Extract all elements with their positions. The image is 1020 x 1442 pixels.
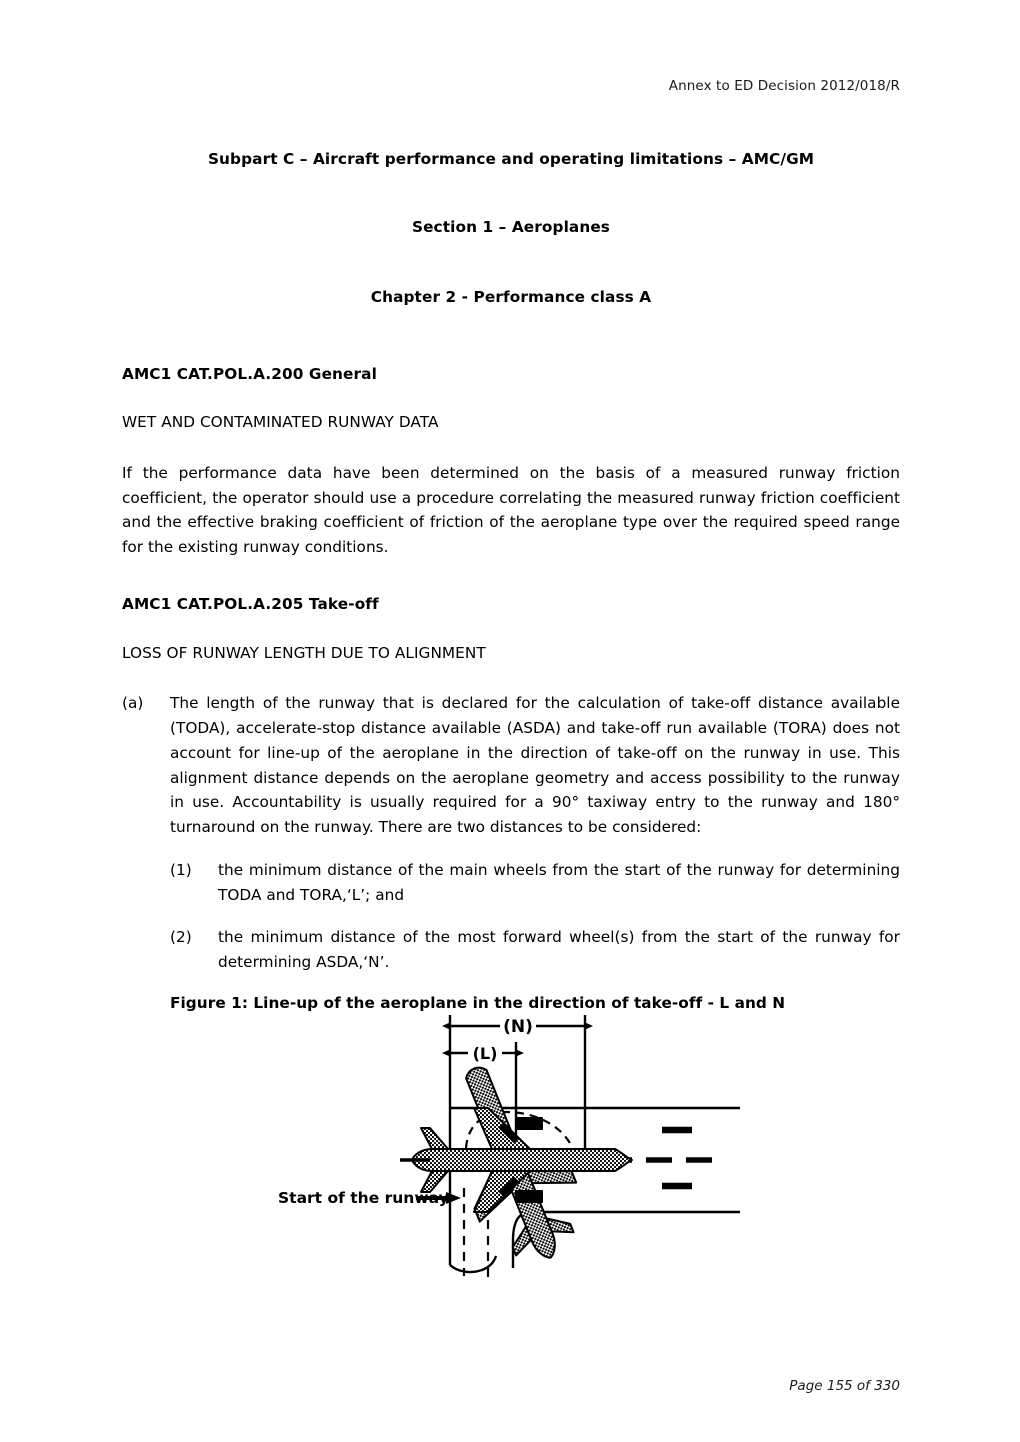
list-text-1: the minimum distance of the main wheels from the start of the runway for determining TODA and TORA,‘L’; and — [218, 860, 900, 904]
list-item-1 — [170, 858, 900, 908]
list-item-2 — [170, 925, 900, 975]
list-text-a: The length of the runway that is declared for the calculation of take-off distance available (TODA), accelerate-stop distance available (ASDA) and take-off run available (TORA) does not account for line-up of the aeroplane in the direction of take-off on the runway in use. This alignment distance depends on the aeroplane geometry and access possibility to the runway in use. Accountability is usually required for a 90° taxiway entry to the runway and 180° turnaround on the runway. There are two distances to be considered: — [170, 694, 900, 837]
page-footer: Page 155 of 330 — [789, 1378, 900, 1394]
section-amc1-200 — [122, 364, 900, 560]
section-heading-amc1-205: AMC1 CAT.POL.A.205 Take-off — [122, 594, 379, 613]
start-of-runway-label: Start of the runway — [278, 1189, 449, 1207]
list-marker-1: (1) — [170, 860, 192, 879]
figure-line-up-diagram — [270, 1000, 740, 1300]
document-body — [122, 150, 900, 1014]
dimension-l-label: (L) — [472, 1044, 498, 1063]
list-marker-a: (a) — [122, 694, 144, 713]
page-title-section: Section 1 – Aeroplanes — [411, 217, 611, 236]
dimension-n-label: (N) — [503, 1017, 533, 1037]
section-subheading-wet-contaminated: WET AND CONTAMINATED RUNWAY DATA — [122, 413, 439, 432]
section-amc1-205 — [122, 594, 900, 663]
list-marker-2: (2) — [170, 928, 192, 947]
list-text-2: the minimum distance of the most forward wheel(s) from the start of the runway for determining ASDA,‘N’. — [218, 928, 900, 972]
page-title-subpart: Subpart C – Aircraft performance and operating limitations – AMC/GM — [207, 150, 815, 168]
figure-caption: Figure 1: Line-up of the aeroplane in the direction of take-off - L and N — [170, 993, 786, 1012]
list-item-a — [122, 691, 900, 840]
document-header-reference: Annex to ED Decision 2012/018/R — [668, 78, 900, 94]
page-title-chapter: Chapter 2 - Performance class A — [370, 287, 652, 306]
section-heading-amc1-200: AMC1 CAT.POL.A.200 General — [122, 364, 377, 383]
paragraph-friction-coefficient: If the performance data have been determined on the basis of a measured runway friction coefficient, the operator should use a procedure correlating the measured runway friction coefficient and the effective braking coefficient of friction of the aeroplane type over the required speed range for the existing runway conditions. — [122, 463, 900, 557]
title-block — [122, 150, 900, 308]
section-subheading-loss-runway-length: LOSS OF RUNWAY LENGTH DUE TO ALIGNMENT — [122, 643, 486, 662]
sublist-distances — [170, 858, 900, 975]
